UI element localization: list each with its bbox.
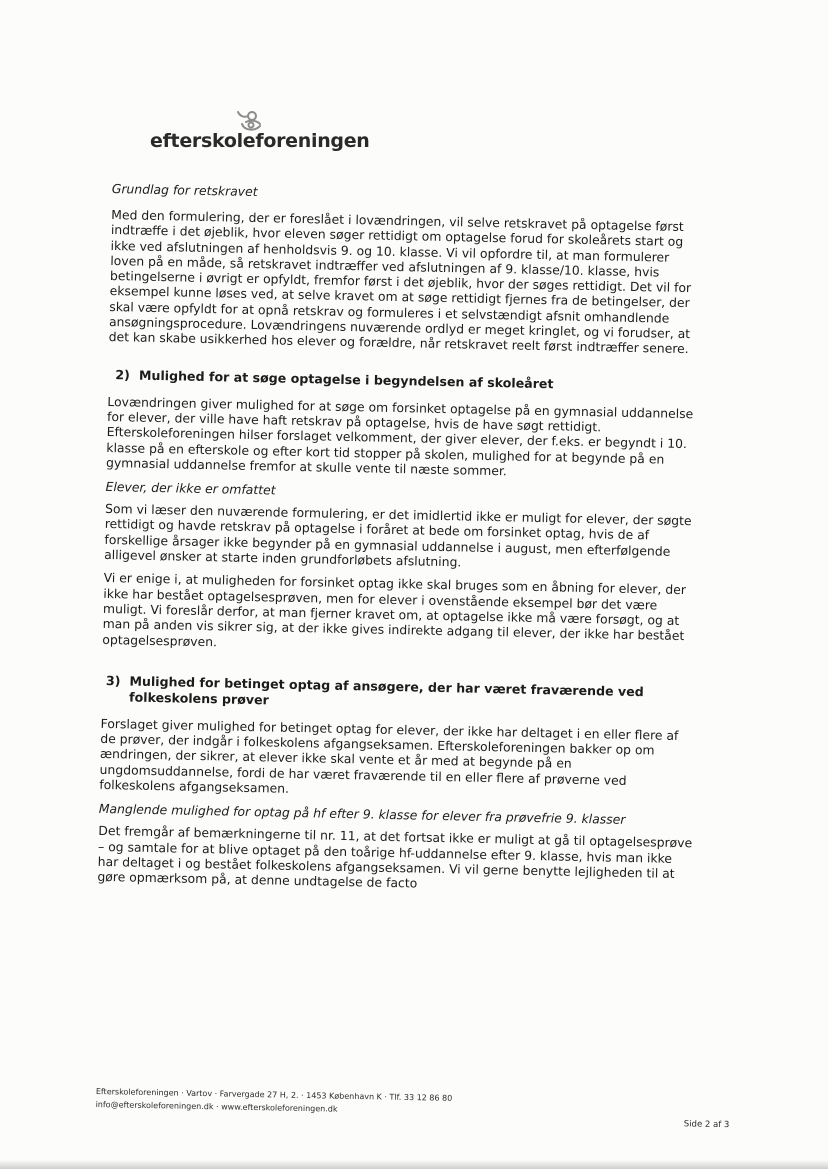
footer-address: Efterskoleforeningen · Vartov · Farvergade 27 H, 2. · 1453 København K · Tlf. 33 12 86 80 — [95, 1086, 453, 1103]
intro-paragraph: Med den formulering, der er foreslået i lovændringen, vil selve retskravet på optagelse først indtræffe i det øjeblik, hvor eleven søger rettidigt om optagelse forud for skoleårets start og ikke ved afslutningen af henholdsvis 9. og 10. klasse. Vi vil opfordre til, at man formulerer loven på en måde, så retskravet indtræffer ved afslutningen af 9. klasse/10. klasse, hvis betingelserne i øvrigt er opfyldt, fremfor først i det øjeblik, hvor der søges rettidigt. Det vil for eksempel kunne løses ved, at selve kravet om at søge rettidigt fjernes fra de betingelser, der skal være opfyldt for at opnå retskrav og formuleres i et selvstændigt afsnit omhandlende ansøgningsprocedure. Lovændringens nuværende ordlyd er meget kringlet, og vi forudser, at det kan skabe usikkerhed hos elever og forældre, når retskravet reelt først indtræffer senere. — [108, 206, 692, 357]
section-3-paragraph-1: Forslaget giver mulighed for betinget optag for elever, der ikke har deltaget i en eller flere af de prøver, der indgår i folkeskolens afgangseksamen. Efterskoleforeningen bakker op om ændringen, der sikrer, at elever ikke skal vente et år med at begynde på en ungdomsuddannelse, fordi de har været fraværende til en eller flere af prøverne ved folkeskolens afgangseksamen. — [99, 715, 679, 796]
section-2-subheading: Elever, der ikke er omfattet — [105, 479, 276, 498]
section-2-number: 2) — [115, 366, 131, 383]
section-3-title: Mulighed for betinget optag af ansøgere, der har været fraværende ved folkeskolens prøver — [128, 673, 644, 708]
page-footer — [95, 1085, 736, 1131]
section-2-title: Mulighed for at søge optagelse i begyndelsen af skoleåret — [138, 367, 554, 391]
section-3-number: 3) — [105, 672, 121, 689]
scan-edge — [0, 1160, 828, 1169]
footer-contact: info@efterskoleforeningen.dk · www.efterskoleforeningen.dk — [95, 1099, 338, 1114]
section-2-paragraph-1: Lovændringen giver mulighed for at søge om forsinket optagelse på en gymnasial uddannelse for elever, der ville have haft retskrav på optagelse, hvis de have søgt rettidigt. Efterskoleforeningen hilser forslaget velkomment, der giver elever, der f.eks. er begyndt i 10. klasse på en efterskole og efter kort tid stopper på skolen, mulighed for at begynde på en gymnasial uddannelse fremfor at skulle vente til næste sommer. — [105, 393, 694, 479]
page-number: Side 2 af 3 — [683, 1119, 730, 1131]
section-3-paragraph-2: Det fremgår af bemærkningerne til nr. 11, at det fortsat ikke er muligt at gå til optagelsesprøve – og samtale for at blive optaget på den toårige hf-uddannelse efter 9. klasse, hvis man ikke har deltaget i og bestået folkeskolens afgangseksamen. Vi vil gerne benytte lejligheden til at gøre opmærksom på, at denne undtagelse de facto — [97, 823, 693, 891]
section-2-paragraph-3: Vi er enige i, at muligheden for forsinket optag ikke skal bruges som en åbning for elever, der ikke har bestået optagelsesprøven, men for elever i ovenstående eksempel bør det være muligt. Vi foreslår derfor, at man fjerner kravet om, at optagelse ikke må være forsøgt, og at man på anden vis sikrer sig, at der ikke gives indirekte adgang til elever, der ikke har bestået optagelsesprøven. — [102, 570, 687, 649]
logo-wordmark: efterskoleforeningen — [150, 130, 370, 152]
intro-heading: Grundlag for retskravet — [111, 180, 258, 200]
section-3-subheading: Manglende mulighed for optag på hf efter 9. klasse for elever fra prøvefrie 9. klasser — [98, 801, 626, 828]
letter-body — [97, 180, 707, 905]
section-2-paragraph-2: Som vi læser den nuværende formulering, er det imidlertid ikke er muligt for elever, der søgte rettidigt og havde retskrav på optagelse i foråret at bede om forsinket optag, hvis de af forskellige årsager ikke begynder på en gymnasial uddannelse i august, men efterfølgende alligevel ønsker at starte inden grundforløbets afslutning. — [103, 501, 692, 570]
